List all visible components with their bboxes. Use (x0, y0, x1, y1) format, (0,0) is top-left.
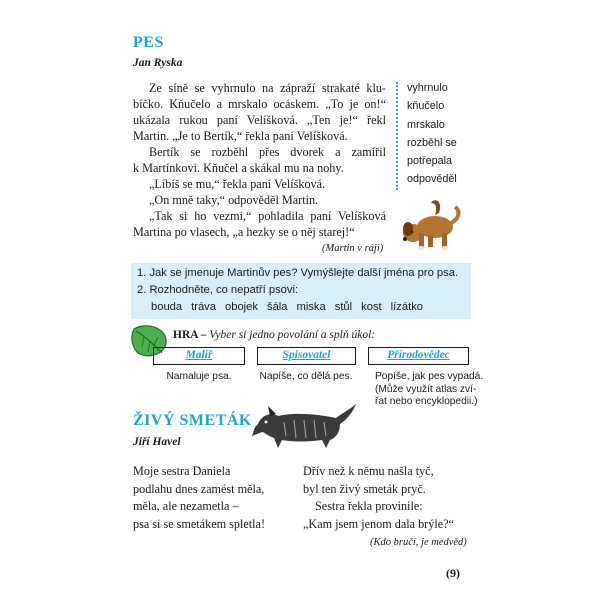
role-task-malir: Namaluje psa. (166, 371, 232, 382)
story1-line: Ze síně se vyhrnulo na zápraží strakaté klu- (149, 81, 386, 95)
role-spisovatel: Spisovatel (257, 347, 356, 365)
word-option: stůl (334, 301, 353, 313)
role-task-spisovatel: Napíše, co dělá pes. (259, 371, 353, 382)
game-instruction: Vyber si jedno povolání a splň úkol: (209, 329, 376, 341)
word-option: šála (266, 301, 288, 313)
story1-line: bíčko. Kňučelo a mrskalo ocáskem. „To je on!“ (133, 97, 386, 111)
vocabulary-item: rozběhl se (407, 136, 457, 149)
story-title-pes: PES (133, 34, 164, 51)
poem-line: byl ten živý smeták pryč. (303, 481, 426, 496)
story1-text (133, 80, 386, 240)
poem-line: Sestra řekla provinile: (315, 499, 423, 513)
story1-line: Martina po vlasech, „a hezky se o něj starej!“ (133, 225, 355, 239)
story1-line: „Tak si ho vezmi,“ pohladila paní Velíšková (149, 209, 386, 223)
word-option: tráva (191, 301, 216, 313)
vocabulary-divider (396, 82, 398, 190)
word-option: bouda (151, 301, 183, 313)
role-prirodovedec: Přírodovědec (368, 347, 469, 365)
word-options (151, 299, 432, 316)
game-heading (173, 329, 375, 341)
vocabulary-item: kňučelo (407, 100, 445, 113)
role-task-line: řat nebo encyklopedii.) (375, 396, 478, 407)
vocabulary-item: odpověděl (407, 173, 457, 186)
poem-column-1 (133, 463, 265, 533)
role-task-line: (Může využít atlas zví- (375, 383, 477, 395)
story-title-zivy-smetak: ŽIVÝ SMETÁK (133, 412, 252, 429)
story1-source: (Martin v ráji) (322, 243, 384, 254)
poem-line: měla, ale nezametla – (133, 499, 239, 513)
vocabulary-item: potřepala (407, 155, 453, 168)
page-number: (9) (446, 566, 460, 580)
dog-illustration (395, 195, 465, 255)
poem-line: Moje sestra Daniela (133, 464, 231, 478)
story1-line: k Martínkovi. Kňučel a skákal mu na nohy. (133, 161, 344, 175)
story1-line: „On mně taky,“ odpověděl Martin. (149, 193, 319, 207)
poem-column-2 (303, 463, 454, 533)
role-task-line: Popíše, jak pes vypadá. (375, 371, 484, 382)
story-author-havel: Jiří Havel (133, 436, 181, 448)
word-option: kost (361, 301, 382, 313)
word-option: obojek (225, 301, 258, 313)
vocabulary-item: vyhrnulo (407, 82, 448, 94)
poem-line: podlahu dnes zamést měla, (133, 481, 265, 496)
story1-line: „Líbíš se mu,“ řekla paní Velíšková. (149, 177, 326, 191)
word-option: lízátko (390, 301, 424, 313)
story-author-ryska: Jan Ryska (133, 57, 183, 69)
story1-line: Bertík se rozběhl přes dvorek a zamířil (149, 145, 386, 159)
vocabulary-item: mrskalo (407, 118, 445, 131)
word-option: miska (296, 301, 326, 313)
poem-line: Dřív než k němu našla tyč, (303, 464, 434, 478)
vocabulary-list (407, 79, 457, 189)
role-malir: Malíř (153, 347, 245, 365)
scottie-dog-illustration (248, 402, 358, 450)
poem-line: psa si se smetákem spletla! (133, 516, 265, 531)
game-label: HRA – (173, 329, 207, 341)
story1-line: Martin. „Je to Bertík,“ řekla paní Velíšková. (133, 129, 348, 143)
question-1: 1. Jak se jmenuje Martinův pes? Vymýšlejte další jména pro psa. (137, 267, 459, 279)
story1-line: ukázala rukou paní Velíšková. „Ten je!“ řekl (133, 113, 386, 127)
poem-line: „Kam jsem jenom dala brýle?“ (303, 516, 454, 531)
role-task-prirodovedec (375, 371, 484, 409)
question-2: 2. Rozhodněte, co nepatří psovi: (137, 284, 299, 296)
story2-source: (Kdo bručí, je medvěd) (370, 537, 467, 548)
